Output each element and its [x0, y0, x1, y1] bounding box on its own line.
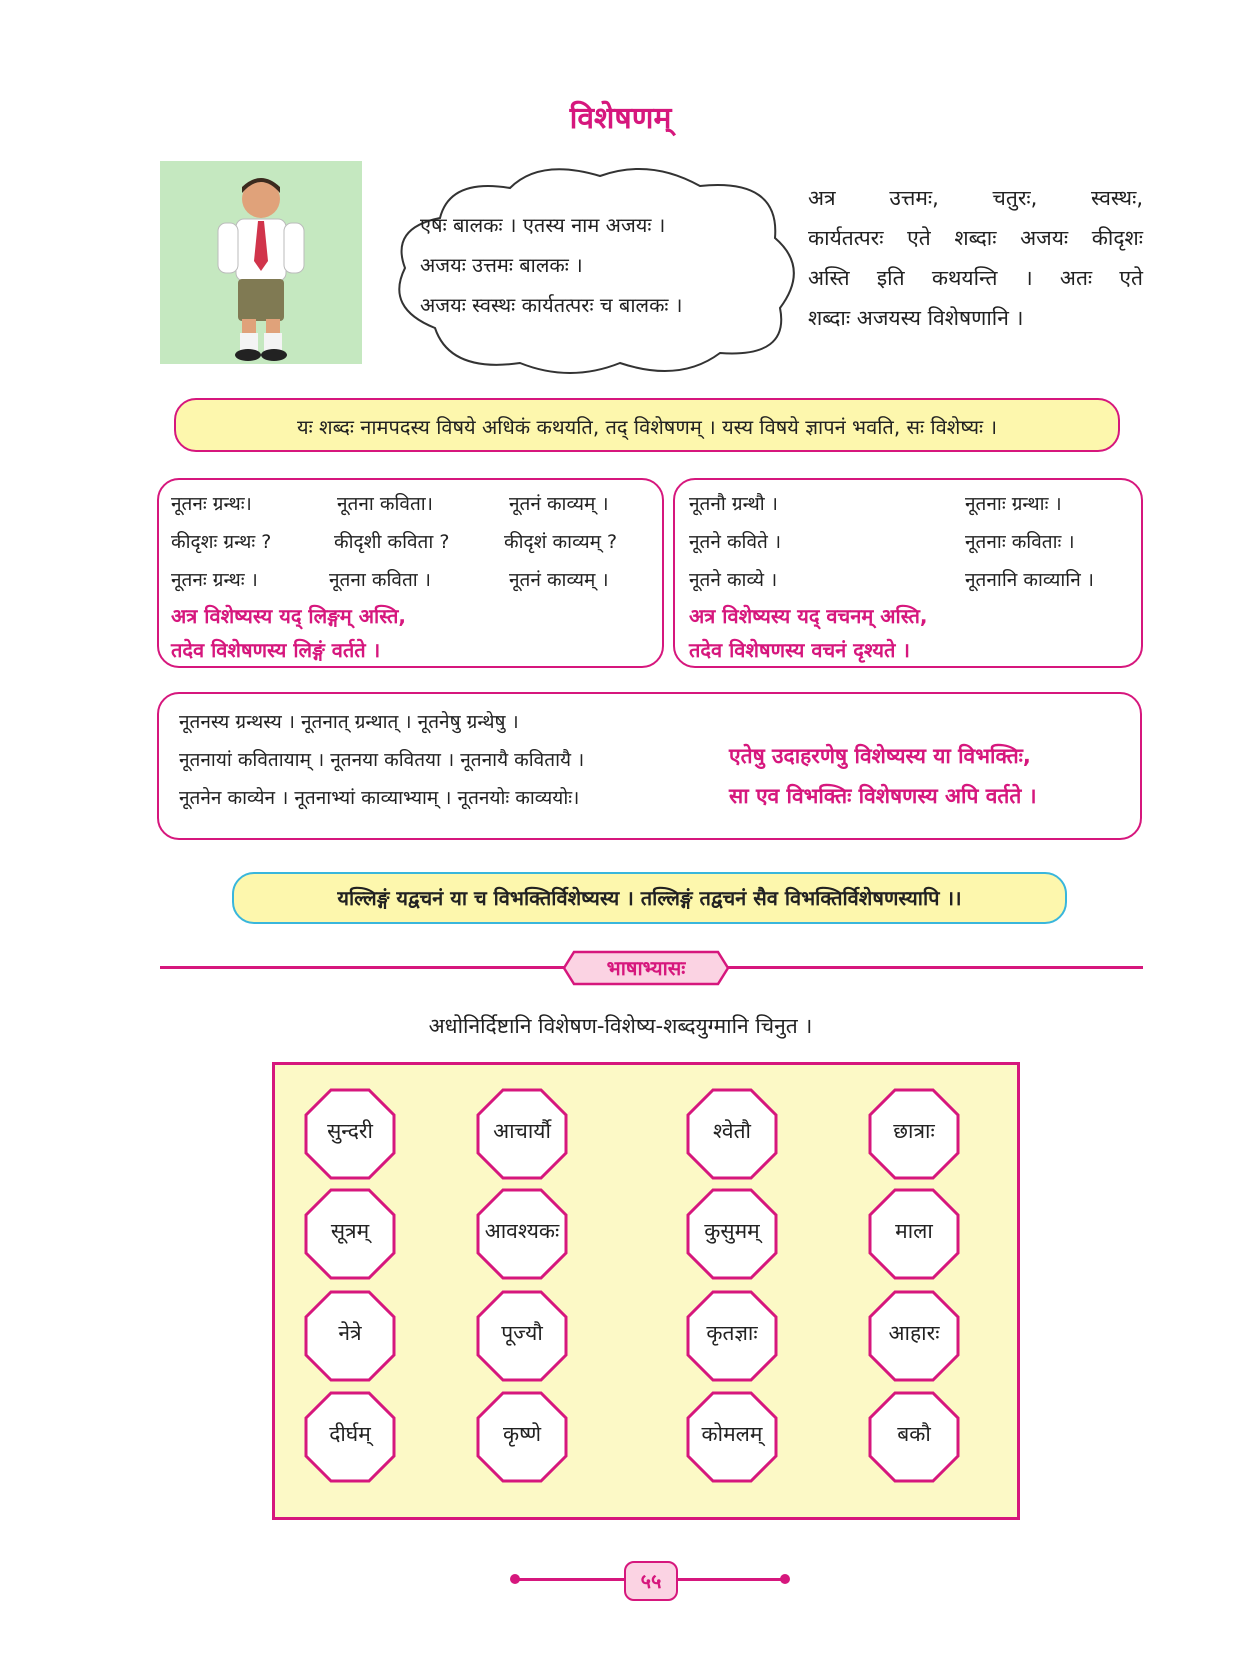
case-note: सा एव विभक्तिः विशेषणस्य अपि वर्तते ।	[729, 784, 1037, 808]
word-label: आचार्यौ	[493, 1119, 551, 1143]
gender-cell: कीदृशं काव्यम् ?	[504, 531, 618, 553]
side-line: अत्र उत्तमः, चतुरः, स्वस्थः,	[808, 186, 1143, 210]
side-explanation	[808, 178, 1143, 338]
word-label: कोमलम्	[701, 1422, 763, 1446]
word-label: आवश्यकः	[484, 1219, 560, 1243]
word-label: छात्राः	[893, 1119, 935, 1143]
number-cell: नूतने काव्ये ।	[689, 569, 778, 591]
gender-cell: नूतनः ग्रन्थः ।	[171, 569, 258, 591]
word-label: नेत्रे	[338, 1321, 362, 1345]
word-label: श्वेतौ	[712, 1119, 751, 1143]
number-cell: नूतनानि काव्यानि ।	[965, 569, 1095, 591]
cloud-line: एषः बालकः । एतस्य नाम अजयः ।	[420, 213, 666, 237]
cloud-line: अजयः स्वस्थः कार्यतत्परः च बालकः ।	[420, 293, 683, 317]
word-label: आहारः	[888, 1321, 940, 1345]
word-grid	[272, 1062, 1020, 1520]
word-label: कुसुमम्	[704, 1219, 760, 1243]
gender-cell: कीदृशी कविता ?	[334, 531, 450, 553]
page-title: विशेषणम्	[569, 101, 672, 136]
word-label: पूज्यौ	[501, 1321, 543, 1345]
side-line: कार्यतत्परः एते शब्दाः अजयः कीदृशः	[808, 226, 1143, 250]
number-cell: नूतनाः कविताः ।	[965, 531, 1075, 553]
number-cell: नूतने कविते ।	[689, 531, 782, 553]
number-note: अत्र विशेष्यस्य यद् वचनम् अस्ति,	[689, 604, 928, 628]
number-cell: नूतनौ ग्रन्थौ ।	[689, 493, 778, 515]
boy-illustration	[160, 161, 362, 364]
case-box	[157, 692, 1142, 840]
gender-cell: नूतनः ग्रन्थः।	[171, 493, 252, 515]
gender-cell: कीदृशः ग्रन्थः ?	[171, 531, 272, 553]
word-label: दीर्घम्	[329, 1422, 371, 1446]
gender-note: अत्र विशेष्यस्य यद् लिङ्गम् अस्ति,	[171, 604, 406, 628]
word-label: कृतज्ञाः	[706, 1321, 758, 1345]
number-cell: नूतनाः ग्रन्थाः ।	[965, 493, 1062, 515]
word-label: सुन्दरी	[327, 1119, 373, 1143]
gender-cell: नूतनं काव्यम् ।	[509, 569, 609, 591]
case-note: एतेषु उदाहरणेषु विशेष्यस्य या विभक्तिः,	[729, 744, 1031, 768]
exercise-instruction: अधोनिर्दिष्टानि विशेषण-विशेष्य-शब्दयुग्मानि चिनुत ।	[428, 1014, 813, 1038]
exercise-badge: भाषाभ्यासः	[606, 956, 686, 980]
gender-note: तदेव विशेषणस्य लिङ्गं वर्तते ।	[171, 638, 381, 662]
word-label: बकौ	[897, 1422, 931, 1446]
side-line: शब्दाः अजयस्य विशेषणानि ।	[808, 306, 1024, 330]
case-row: नूतनायां कवितायाम् । नूतनया कवितया । नूतनायै कवितायै ।	[179, 749, 585, 771]
page-number: ५५	[624, 1561, 678, 1601]
gender-cell: नूतना कविता ।	[329, 569, 431, 591]
gender-cell: नूतनं काव्यम् ।	[509, 493, 609, 515]
case-row: नूतनस्य ग्रन्थस्य । नूतनात् ग्रन्थात् । नूतनेषु ग्रन्थेषु ।	[179, 711, 519, 733]
word-label: सूत्रम्	[330, 1219, 370, 1243]
cloud-line: अजयः उत्तमः बालकः ।	[420, 253, 583, 277]
side-line: अस्ति इति कथयन्ति । अतः एते	[808, 266, 1143, 290]
line-end-dot	[510, 1574, 520, 1584]
boy-figure-icon	[160, 161, 362, 364]
gender-box	[157, 478, 664, 668]
case-row: नूतनेन काव्येन । नूतनाभ्यां काव्याभ्याम् । नूतनयोः काव्ययोः।	[179, 787, 580, 809]
verse-box: यल्लिङ्गं यद्वचनं या च विभक्तिर्विशेष्यस्य । तल्लिङ्गं तद्वचनं सैव विभक्तिर्विशेषणस्यापि ।।	[232, 872, 1067, 924]
cloud-text	[420, 205, 780, 325]
line-end-dot	[780, 1574, 790, 1584]
word-label: माला	[895, 1219, 933, 1243]
definition-box: यः शब्दः नामपदस्य विषये अधिकं कथयति, तद् विशेषणम् । यस्य विषये ज्ञापनं भवति, सः विशेष्यः ।	[174, 398, 1120, 452]
number-box	[673, 478, 1143, 668]
word-label: कृष्णे	[502, 1422, 542, 1446]
gender-cell: नूतना कविता।	[337, 493, 433, 515]
number-note: तदेव विशेषणस्य वचनं दृश्यते ।	[689, 638, 910, 662]
